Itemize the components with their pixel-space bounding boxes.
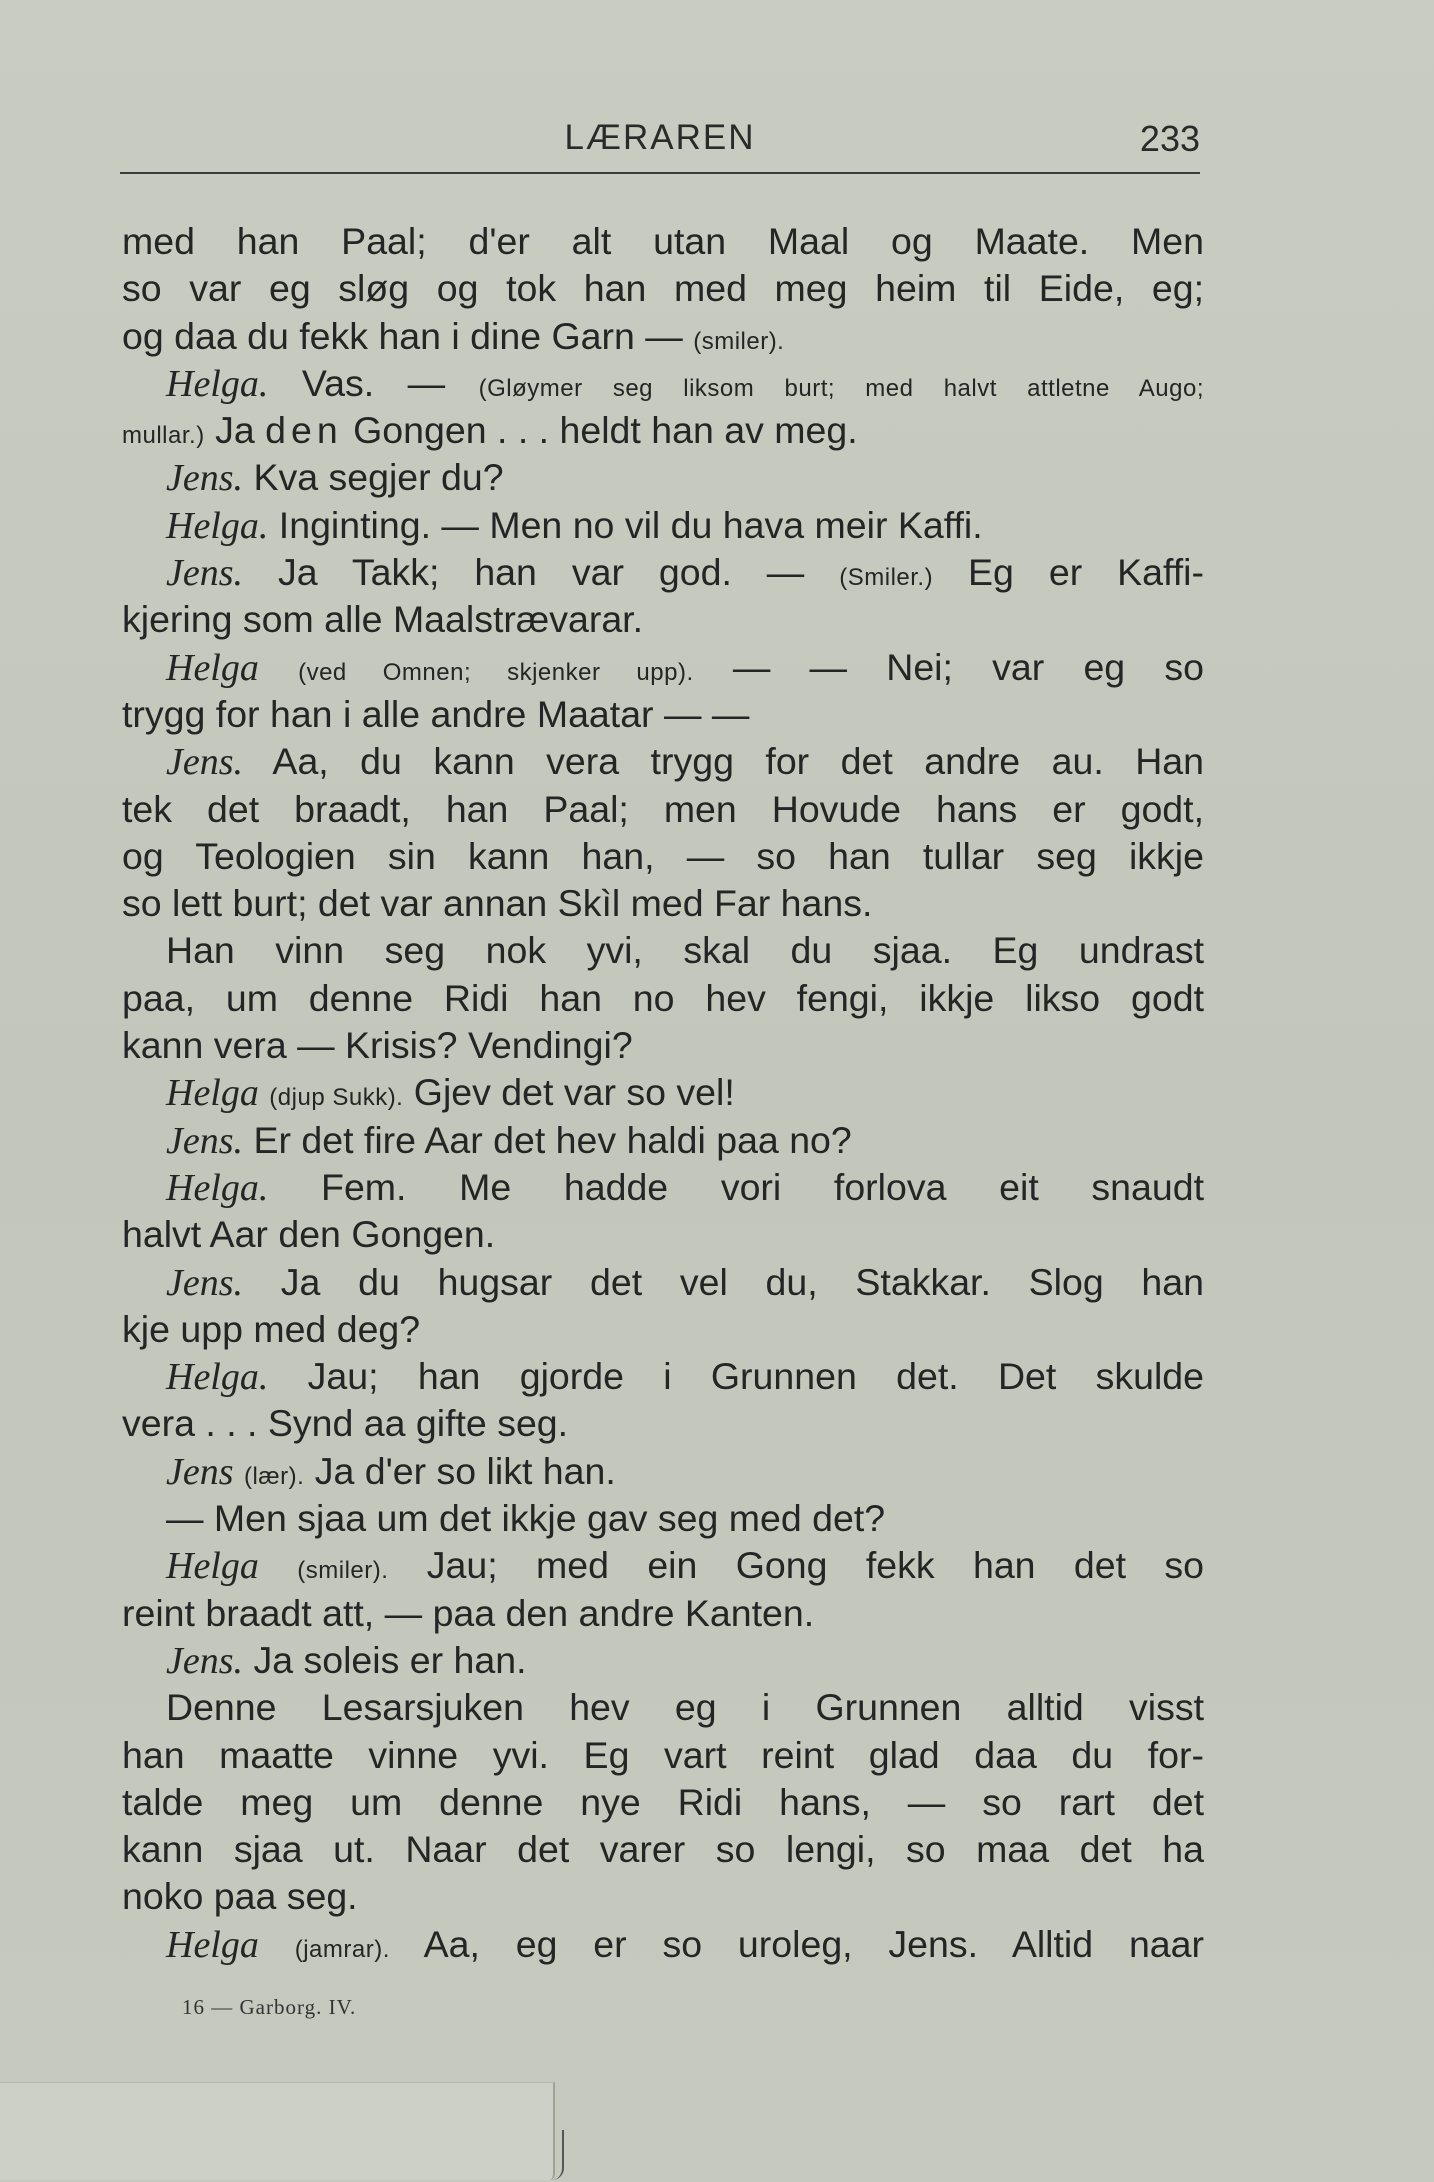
text-line [122,1826,1204,1873]
line-text: Ja d'er so likt han. [304,1449,616,1492]
line-text: Fem. Me hadde vori forlova eit snaudt [268,1165,1204,1208]
line-text: Denne Lesarsjuken hev eg i Grunnen alltid visst [166,1686,1204,1729]
speaker-name: Jens. [166,1639,244,1682]
speaker-name: Jens. [166,1261,244,1304]
body-text [122,218,1204,1968]
stage-direction: (djup Sukk). [269,1084,404,1112]
line-text: Kva segjer du? [243,456,504,499]
text-line [122,1590,1204,1637]
line-text: han maatte vinne yvi. Eg vart reint glad daa du for- [122,1733,1204,1776]
text-line [122,596,1204,643]
speaker-name: Helga [166,1545,259,1588]
stage-direction: (Gløymer seg liksom burt; med halvt attletne Augo; [478,374,1204,402]
stage-direction: (Smiler.) [839,564,934,592]
text-line [122,549,1204,596]
line-text: — — Nei; var eg so [693,645,1204,688]
text-line [122,691,1204,738]
stage-direction: (lær). [243,1462,305,1490]
text-line [122,644,1204,691]
line-text: Jau; med ein Gong fekk han det so [388,1544,1204,1587]
running-header [120,118,1200,174]
speaker-name: Jens. [166,1119,244,1162]
signature-mark: 16 — Garborg. IV. [182,1995,357,2019]
text-line [122,265,1204,312]
stage-direction: (jamrar). [294,1935,390,1963]
line-text [259,1071,269,1113]
stage-direction: (ved Omnen; skjenker upp). [298,658,694,686]
line-text [234,1450,244,1492]
text-line [122,1637,1204,1684]
line-text: tek det braadt, han Paal; men Hovude hans er godt, [122,787,1204,830]
line-text: reint braadt att, — paa den andre Kanten. [122,1591,815,1634]
line-text [259,1544,297,1586]
speaker-name: Jens. [166,457,244,500]
header-rule [120,172,1200,174]
page-number: 233 [1139,118,1200,159]
line-text: Er det fire Aar det hev haldi paa no? [243,1118,852,1161]
line-text: so lett burt; det var annan Skìl med Far hans. [122,882,873,925]
line-text: so var eg sløg og tok han med meg heim til Eide, eg; [122,267,1204,310]
line-text: noko paa seg. [122,1875,358,1918]
line-text: trygg for han i alle andre Maatar — — [122,692,750,735]
text-line [122,313,1204,360]
text-line [122,927,1204,974]
line-text [259,1923,295,1965]
line-text: paa, um denne Ridi han no hev fengi, ikkje likso godt [122,976,1204,1019]
line-text: Ja soleis er han. [243,1638,527,1681]
line-text: med han Paal; d'er alt utan Maal og Maate. Men [122,220,1204,262]
text-line [122,1400,1204,1447]
text-line [122,1211,1204,1258]
line-text: den [265,409,343,452]
line-text: Aa, eg er so uroleg, Jens. Alltid naar [389,1922,1204,1965]
line-text: Inginting. — Men no vil du hava meir Kaffi. [268,503,983,546]
text-line [122,786,1204,833]
text-line [122,975,1204,1022]
speaker-name: Jens. [166,741,244,784]
text-line [122,833,1204,880]
text-line [122,1495,1204,1542]
stage-direction: mullar.) [122,422,205,450]
speaker-name: Helga. [166,1166,269,1209]
line-text: Aa, du kann vera trygg for det andre au. Han [243,740,1204,783]
line-text: vera . . . Synd aa gifte seg. [122,1402,569,1445]
text-line [122,1306,1204,1353]
text-line [122,1448,1204,1495]
line-text: og Teologien sin kann han, — so han tullar seg ikkje [122,834,1204,877]
line-text: og daa du fekk han i dine Garn — [122,314,694,357]
stage-direction: (smiler). [693,327,785,355]
line-text: Jau; han gjorde i Grunnen det. Det skulde [268,1355,1204,1398]
text-line [122,1542,1204,1589]
text-line [122,218,1204,265]
line-text: Ja Takk; han var god. — [243,551,840,594]
line-text: kann vera — Krisis? Vendingi? [122,1024,633,1067]
stage-direction: (smiler). [297,1557,389,1585]
speaker-name: Helga. [166,504,269,547]
line-text: kjering som alle Maalstrævarar. [122,598,644,641]
line-text: kann sjaa ut. Naar det varer so lengi, so maa det ha [122,1828,1204,1871]
line-text: Eg er Kaffi- [933,551,1204,594]
line-text: Gjev det var so vel! [403,1071,735,1114]
running-title: LÆRAREN [564,118,756,157]
slip-edge [548,2130,564,2180]
text-line [122,1022,1204,1069]
speaker-name: Helga. [166,362,269,405]
speaker-name: Helga [166,646,259,689]
text-line [122,1164,1204,1211]
text-line [122,1921,1204,1968]
line-text [259,646,298,688]
text-line [122,502,1204,549]
line-text: talde meg um denne nye Ridi hans, — so rart det [122,1780,1204,1823]
text-line [122,407,1204,454]
speaker-name: Helga. [166,1356,269,1399]
line-text: halvt Aar den Gongen. [122,1213,496,1256]
text-line [122,1117,1204,1164]
text-line [122,1684,1204,1731]
text-line [122,1259,1204,1306]
speaker-name: Helga [166,1923,259,1966]
speaker-name: Jens. [166,552,244,595]
text-line [122,1873,1204,1920]
speaker-name: Helga [166,1072,259,1115]
line-text: Ja du hugsar det vel du, Stakkar. Slog han [243,1260,1204,1303]
text-line [122,738,1204,785]
line-text: Ja [204,409,266,452]
text-line [122,360,1204,407]
text-line [122,1069,1204,1116]
paper-slip [0,2082,555,2180]
text-line [122,1353,1204,1400]
line-text: Gongen . . . heldt han av meg. [342,409,858,452]
line-text: — Men sjaa um det ikkje gav seg med det? [166,1497,886,1540]
text-line [122,880,1204,927]
text-line [122,1779,1204,1826]
text-line [122,454,1204,501]
speaker-name: Jens [166,1450,234,1493]
line-text: Han vinn seg nok yvi, skal du sjaa. Eg undrast [166,929,1204,972]
line-text: kje upp med deg? [122,1307,421,1350]
text-line [122,1732,1204,1779]
line-text: Vas. — [268,361,479,404]
